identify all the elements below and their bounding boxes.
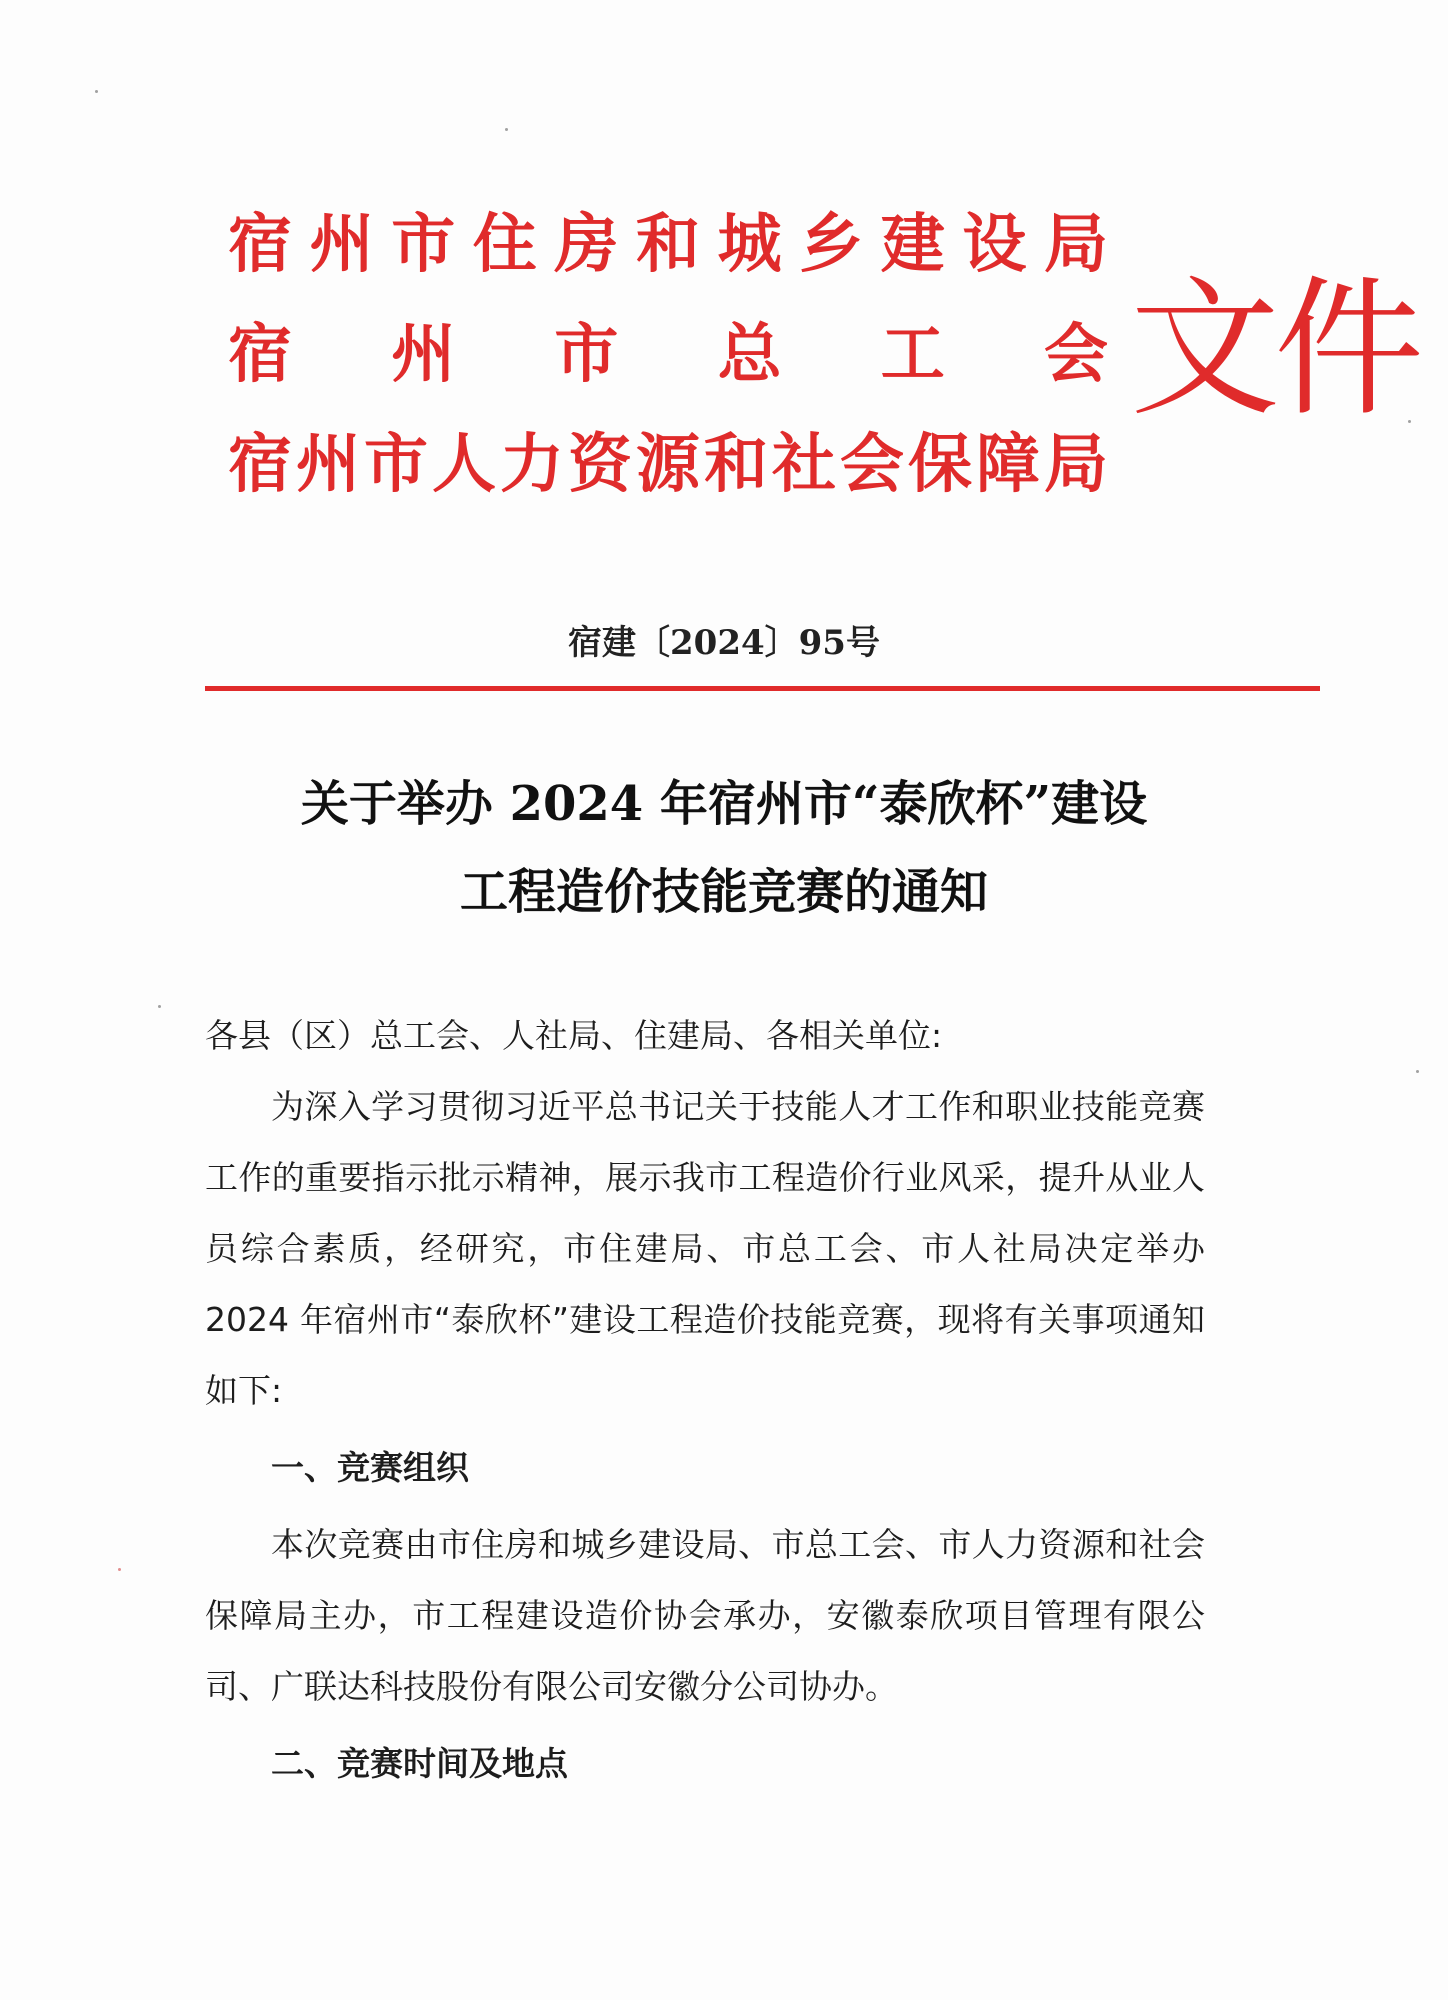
issuer-character: 房 <box>554 208 619 282</box>
issuer-character: 局 <box>1043 208 1108 282</box>
issuer-character: 市 <box>391 208 456 282</box>
issuer-character: 资 <box>568 428 632 502</box>
issuer-character: 社 <box>772 428 836 502</box>
notice-body <box>205 1000 1205 1799</box>
intro-paragraph: 为深入学习贯彻习近平总书记关于技能人才工作和职业技能竞赛工作的重要指示批示精神，展示我市工程造价行业风采，提升从业人员综合素质，经研究，市住建局、市总工会、市人社局决定举办 2024 年宿州市“泰欣杯”建设工程造价技能竞赛，现将有关事项通知如下: <box>205 1087 1205 1410</box>
scan-speck <box>118 1568 121 1571</box>
issuer-character: 会 <box>840 428 904 502</box>
issuer-character: 市 <box>364 428 428 502</box>
issuer-character: 人 <box>432 428 496 502</box>
issuer-character: 局 <box>1044 428 1108 502</box>
issuer-housing-bureau <box>228 190 1108 300</box>
issuer-character: 州 <box>296 428 360 502</box>
scan-speck <box>505 128 508 131</box>
issuer-character: 障 <box>976 428 1040 502</box>
scan-speck <box>95 90 98 93</box>
issuer-character: 宿 <box>228 318 292 392</box>
issuer-character: 乡 <box>799 208 864 282</box>
salutation: 各县（区）总工会、人社局、住建局、各相关单位: <box>205 1016 943 1055</box>
issuer-character: 和 <box>704 428 768 502</box>
issuer-character: 源 <box>636 428 700 502</box>
document-marker: 文件 <box>1130 263 1419 437</box>
issuer-character: 保 <box>908 428 972 502</box>
issuer-character: 宿 <box>228 428 292 502</box>
issuer-character: 和 <box>635 208 700 282</box>
issuer-character: 力 <box>500 428 564 502</box>
issuer-hr-bureau <box>228 410 1108 520</box>
section-heading-time-venue: 二、竞赛时间及地点 <box>271 1744 568 1783</box>
issuer-character: 城 <box>717 208 782 282</box>
organization-paragraph: 本次竞赛由市住房和城乡建设局、市总工会、市人力资源和社会保障局主办，市工程建设造价协会承办，安徽泰欣项目管理有限公司、广联达科技股份有限公司安徽分公司协办。 <box>205 1525 1205 1706</box>
issuer-character: 市 <box>554 318 619 392</box>
issuer-character: 会 <box>1043 318 1108 392</box>
issuer-character: 建 <box>880 208 945 282</box>
issuer-character: 州 <box>391 318 456 392</box>
red-divider-line <box>205 686 1320 691</box>
section-heading-organization: 一、竞赛组织 <box>271 1448 469 1487</box>
notice-title-line-2: 工程造价技能竞赛的通知 <box>459 864 988 920</box>
issuer-character: 工 <box>880 318 945 392</box>
issuer-character: 州 <box>309 208 374 282</box>
scan-speck <box>1416 1070 1419 1073</box>
issuer-character: 总 <box>717 318 782 392</box>
scan-speck <box>158 1005 161 1008</box>
notice-title-line-1: 关于举办 2024 年宿州市“泰欣杯”建设 <box>300 776 1148 832</box>
issuer-character: 住 <box>472 208 537 282</box>
issuer-block <box>228 190 1108 520</box>
issuer-character: 设 <box>962 208 1027 282</box>
issuer-trade-union <box>228 300 1108 410</box>
document-number: 宿建〔2024〕95号 <box>568 623 880 663</box>
issuer-character: 宿 <box>228 208 292 282</box>
notice-title <box>0 760 1448 936</box>
